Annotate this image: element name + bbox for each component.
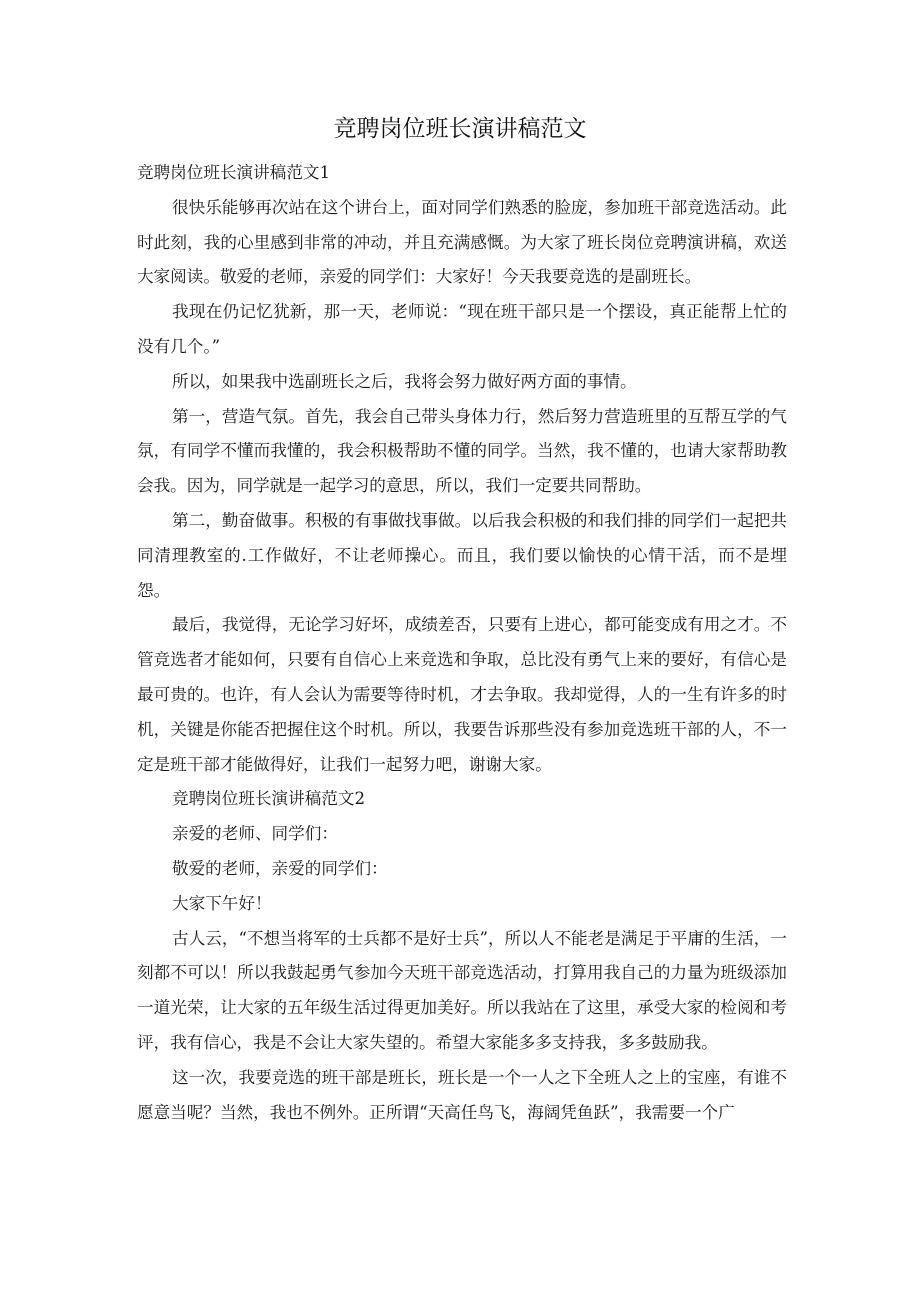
paragraph: 这一次，我要竞选的班干部是班长，班长是一个一人之下全班人之上的宝座，有谁不愿意当呢？当然，我也不例外。正所谓“天高任鸟飞，海阔凭鱼跃”，我需要一个广 xyxy=(137,1067,787,1122)
document-title: 竞聘岗位班长演讲稿范文 xyxy=(333,116,587,142)
paragraph: 第一，营造气氛。首先，我会自己带头身体力行，然后努力营造班里的互帮互学的气氛，有同学不懂而我懂的，我会积极帮助不懂的同学。当然，我不懂的，也请大家帮助教会我。因为，同学就是一起学习的意思，所以，我们一定要共同帮助。 xyxy=(137,406,787,496)
paragraph: 很快乐能够再次站在这个讲台上，面对同学们熟悉的脸庞，参加班干部竞选活动。此时此刻，我的心里感到非常的冲动，并且充满感慨。为大家了班长岗位竞聘演讲稿，欢送大家阅读。敬爱的老师，亲爱的同学们：大家好！今天我要竞选的是副班长。 xyxy=(137,197,787,287)
paragraph: 最后，我觉得，无论学习好坏，成绩差否，只要有上进心，都可能变成有用之才。不管竞选者才能如何，只要有自信心上来竞选和争取，总比没有勇气上来的要好，有信心是最可贵的。也许，有人会认为需要等待时机，才去争取。我却觉得，人的一生有许多的时机，关键是你能否把握住这个时机。所以，我要告诉那些没有参加竞选班干部的人，不一定是班干部才能做得好，让我们一起努力吧，谢谢大家。 xyxy=(137,615,787,774)
salutation: 敬爱的老师，亲爱的同学们： xyxy=(172,858,388,878)
greeting: 大家下午好！ xyxy=(172,893,272,913)
paragraph: 我现在仍记忆犹新，那一天，老师说：“现在班干部只是一个摆设，真正能帮上忙的没有几个。” xyxy=(137,302,787,356)
paragraph: 古人云，“不想当将军的士兵都不是好士兵”，所以人不能老是满足于平庸的生活，一刻都不可以！所以我鼓起勇气参加今天班干部竞选活动，打算用我自己的力量为班级添加一道光荣，让大家的五年级生活过得更加美好。所以我站在了这里，承受大家的检阅和考评，我有信心，我是不会让大家失望的。希望大家能多多支持我，多多鼓励我。 xyxy=(137,928,787,1052)
section-heading-1: 竞聘岗位班长演讲稿范文1 xyxy=(137,163,331,182)
section-heading-2: 竞聘岗位班长演讲稿范文2 xyxy=(172,789,366,809)
document-body xyxy=(137,156,787,1130)
paragraph: 所以，如果我中选副班长之后，我将会努力做好两方面的事情。 xyxy=(172,371,637,391)
paragraph: 第二，勤奋做事。积极的有事做找事做。以后我会积极的和我们排的同学们一起把共同清理教室的.工作做好，不让老师操心。而且，我们要以愉快的心情干活，而不是埋怨。 xyxy=(137,510,787,600)
salutation: 亲爱的老师、同学们： xyxy=(172,824,338,844)
